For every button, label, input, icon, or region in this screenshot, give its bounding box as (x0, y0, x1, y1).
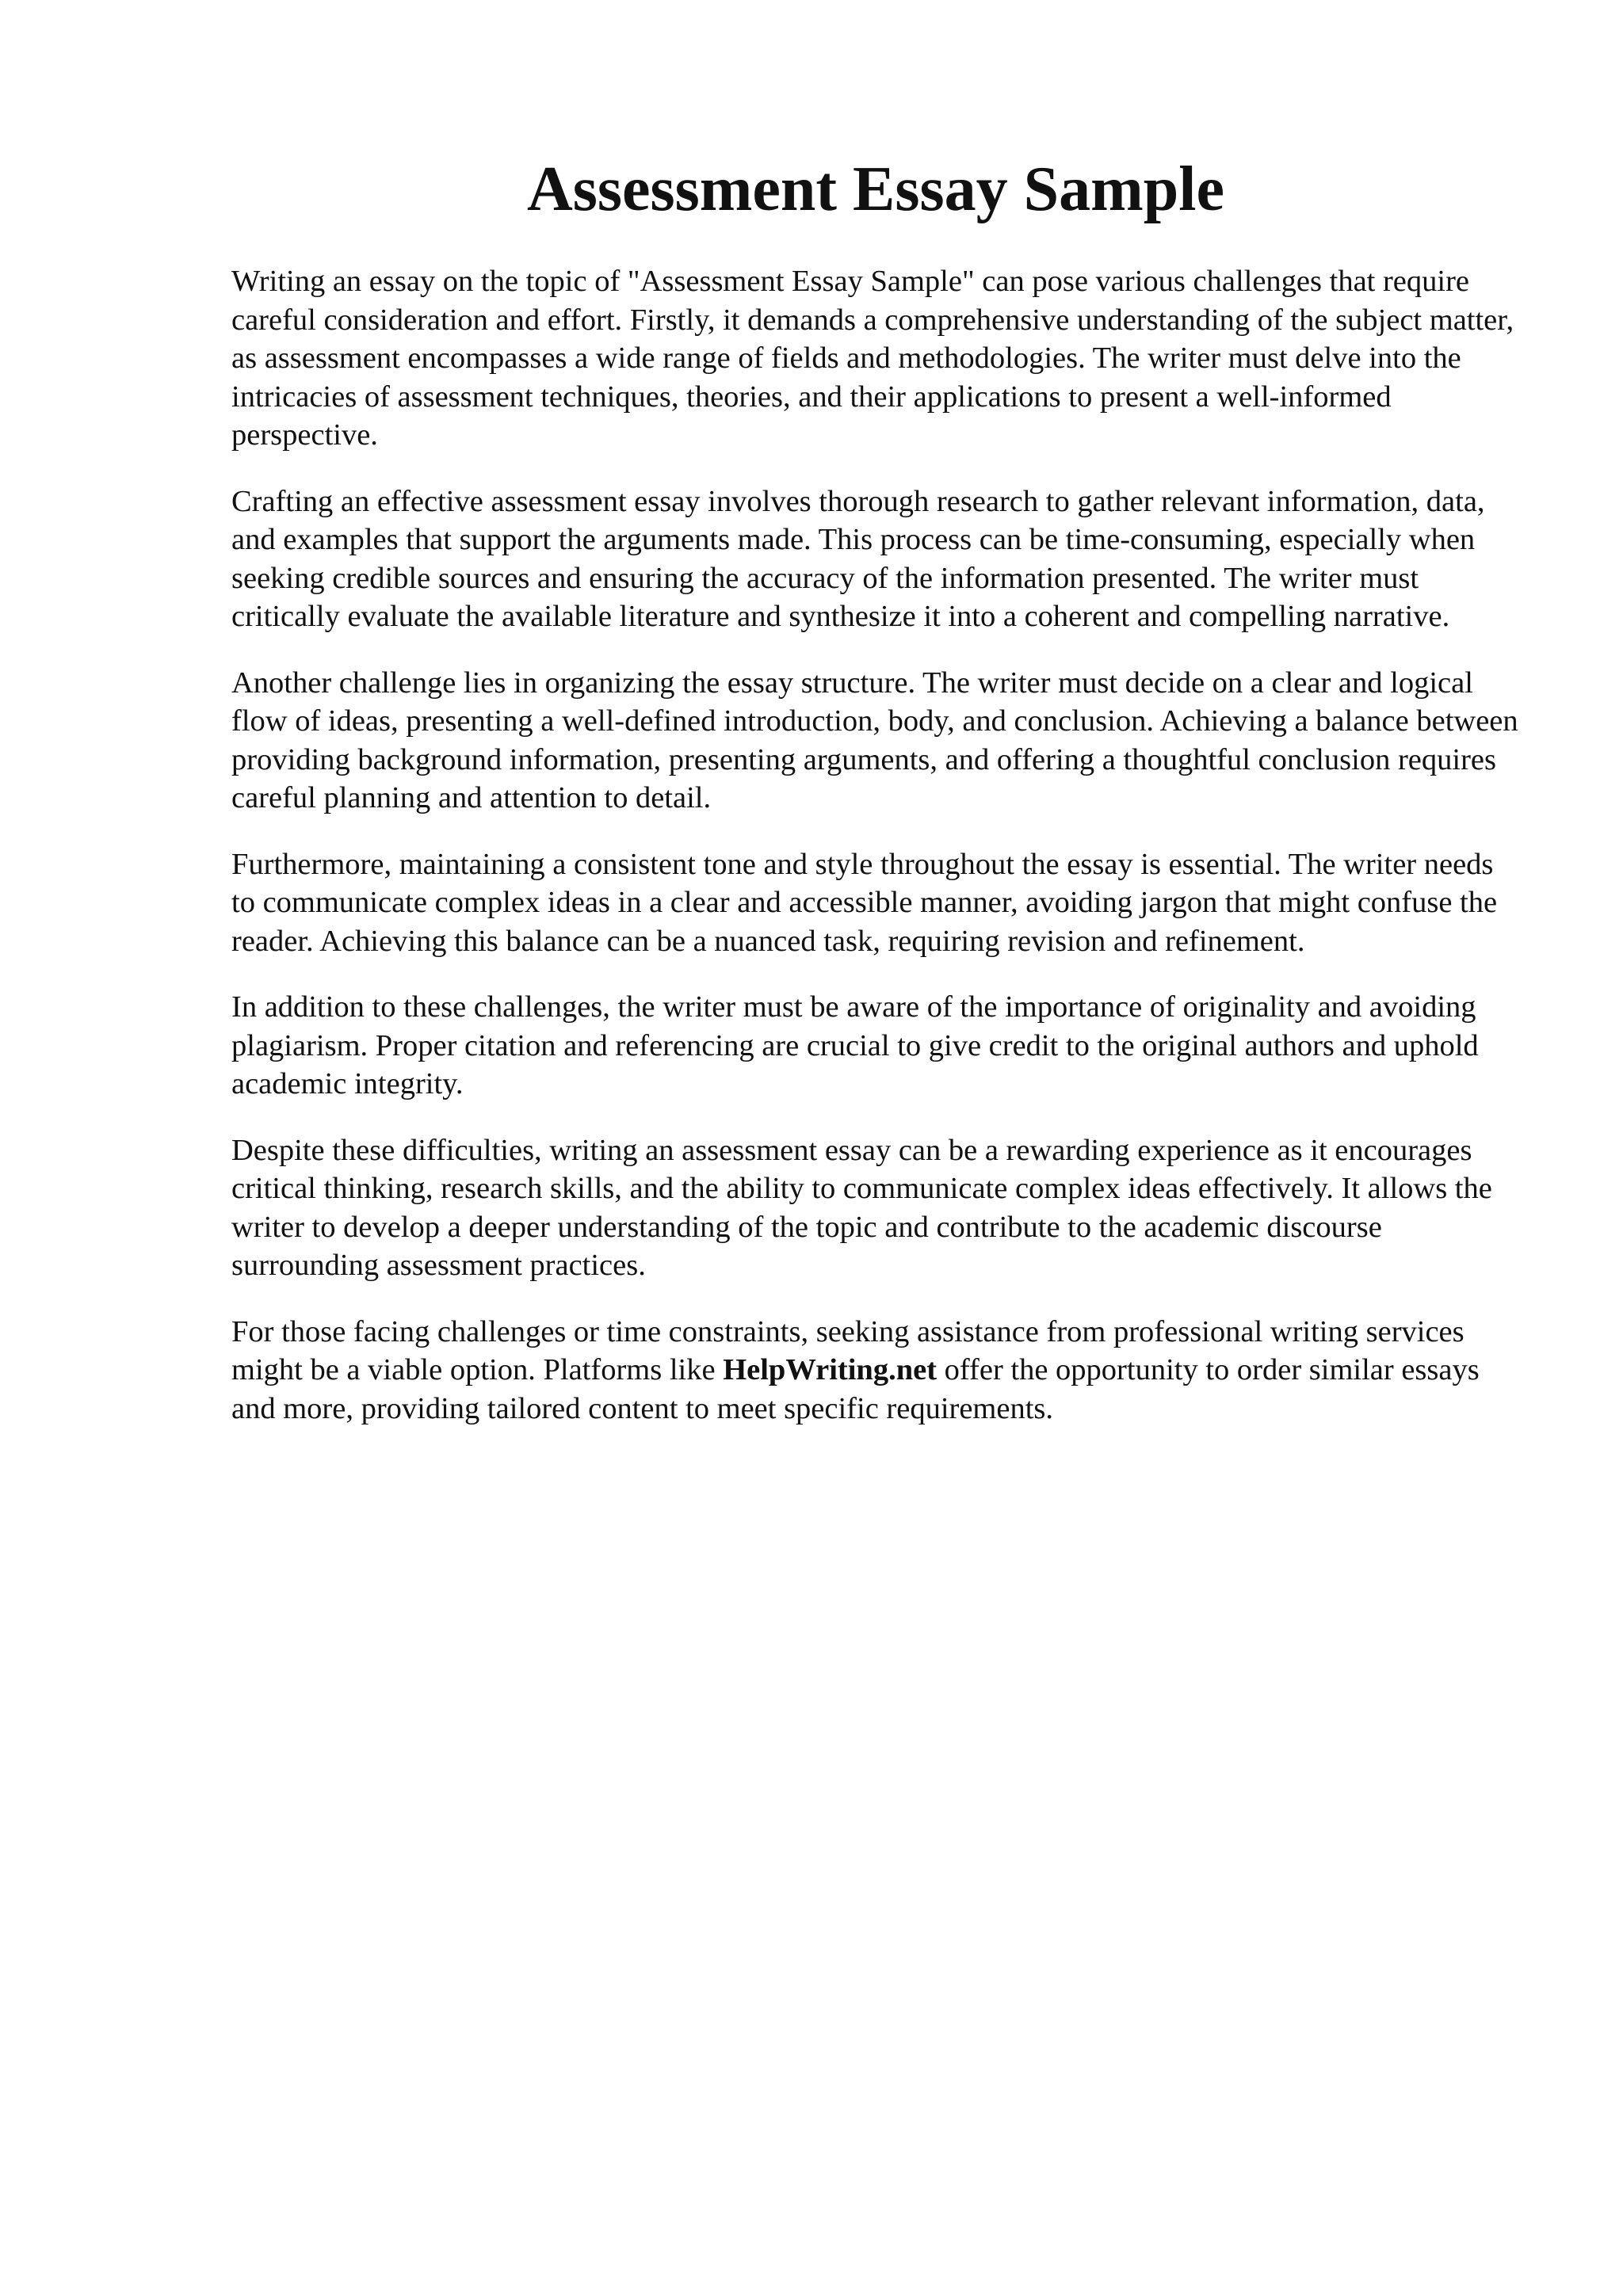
closing-paragraph (231, 1313, 1520, 1428)
paragraph-1: Writing an essay on the topic of "Assessment Essay Sample" can pose various challenges that require careful consideration and effort. Firstly, it demands a comprehensive understanding of the subject matter, as assessment encompasses a wide range of fields and methodologies. The writer must delve into the intricacies of assessment techniques, theories, and their applications to present a well-informed perspective. (231, 265, 1514, 452)
paragraph-3: Another challenge lies in organizing the essay structure. The writer must decide on a clear and logical flow of ideas, presenting a well-defined introduction, body, and conclusion. Achieving a balance between providing background information, presenting arguments, and offering a thoughtful conclusion requires careful planning and attention to detail. (231, 666, 1518, 814)
paragraph-5: In addition to these challenges, the writer must be aware of the importance of originality and avoiding plagiarism. Proper citation and referencing are crucial to give credit to the original authors and uphold academic integrity. (231, 990, 1479, 1100)
paragraph-6: Despite these difficulties, writing an assessment essay can be a rewarding experience as it encourages critical thinking, research skills, and the ability to communicate complex ideas effectively. It allows the writer to develop a deeper understanding of the topic and contribute to the academic discourse surrounding assessment practices. (231, 1133, 1492, 1282)
page-title: Assessment Essay Sample (526, 154, 1225, 224)
paragraph-4: Furthermore, maintaining a consistent tone and style throughout the essay is essential. The writer needs to communicate complex ideas in a clear and accessible manner, avoiding jargon that might confuse the reader. Achieving this balance can be a nuanced task, requiring revision and refinement. (231, 847, 1498, 958)
paragraph-2: Crafting an effective assessment essay involves thorough research to gather relevant information, data, and examples that support the arguments made. This process can be time-consuming, especially when seeking credible sources and ensuring the accuracy of the information presented. The writer must critically evaluate the available literature and synthesize it into a coherent and compelling narrative. (231, 484, 1485, 633)
closing-text-before: For those facing challenges or time constraints, seeking assistance from professional writing services might be a viable option. Platforms like (231, 1314, 1465, 1386)
closing-text-after: offer the opportunity to order similar essays and more, providing tailored content to meet specific requirements. (231, 1353, 1480, 1425)
helpwriting-brand-text: HelpWriting.net (723, 1353, 938, 1386)
